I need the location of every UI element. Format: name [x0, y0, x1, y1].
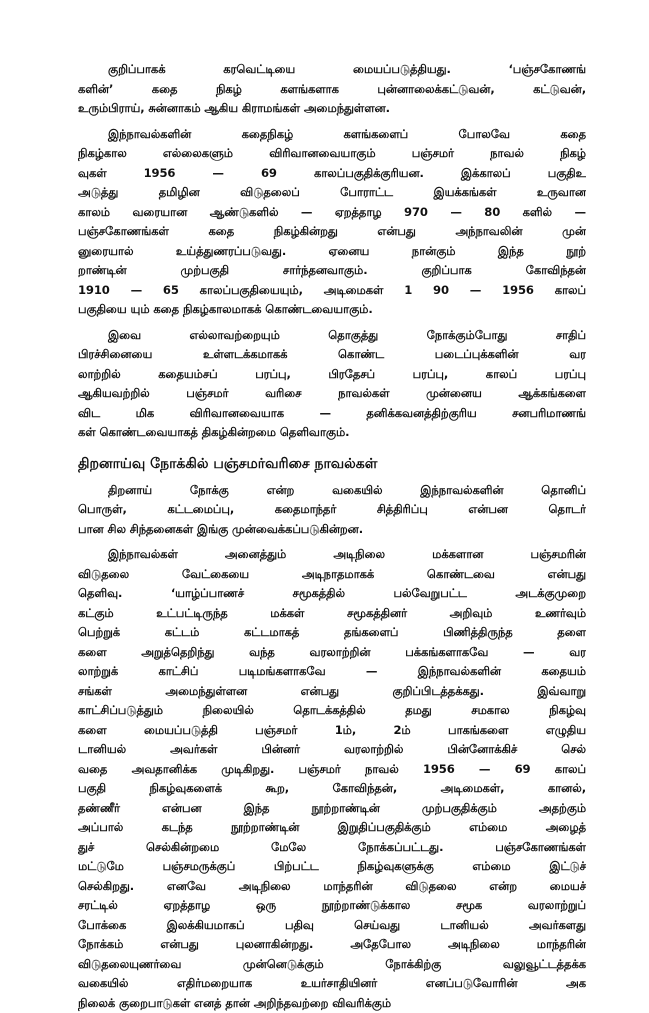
text-line: பான சில சிந்தனைகள் இங்கு முன்வைக்கப்படுகின்றன.: [78, 520, 586, 540]
text-line: பகுதி நிகழ்வுகளைக் கூற, கோவிந்தன், அடிமைகள், கானல்,: [78, 779, 586, 799]
text-line: நிகழ்கால எல்லைகளும் விரிவானவையாகும் பஞ்சமர் நாவல் நிகழ்: [78, 144, 586, 164]
text-line: சங்கள் அமைந்துள்ளன என்பது குறிப்பிடத்தக்கது. இவ்வாறு: [78, 682, 586, 702]
text-line: வுகள் 1956 — 69 காலப்பகுதிக்குரியன. இக்காலப் பகுதிஉ: [78, 164, 586, 184]
text-line: களை அறுத்தெறிந்து வந்த வரலாற்றின் பக்கங்களாகவே — வர: [78, 643, 586, 663]
text-line: இந்நாவல்கள் அனைத்தும் அடிநிலை மக்களான பஞ்சமரின்: [78, 545, 586, 565]
text-line: இவை எல்லாவற்றையும் தொகுத்து நோக்கும்போது சாதிப்: [78, 326, 586, 346]
text-line: விடுதலையுணர்வை முன்னெடுக்கும் நோக்கிற்கு வலுவூட்டத்தக்க: [78, 955, 586, 975]
text-line: லாற்றுக் காட்சிப் படிமங்களாகவே — இந்நாவல்களின் கதையம்: [78, 662, 586, 682]
text-line: 1910 — 65 காலப்பகுதியையும், அடிமைகள் 1 90 — 1956 காலப்: [78, 281, 586, 301]
text-line: னுரையால் உய்த்துணரப்படுவது. ஏனைய நான்கும் இந்த நூற்: [78, 242, 586, 262]
section-heading: திறனாய்வு நோக்கில் பஞ்சமர்வரிசை நாவல்கள்: [78, 453, 586, 475]
paragraph-3: [78, 326, 586, 443]
text-line: குறிப்பாகக் கரவெட்டியை மையப்படுத்தியது. ‘பஞ்சகோணங்: [78, 60, 586, 80]
text-line: இந்நாவல்களின் கதைநிகழ் களங்களைப் போலவே கதை: [78, 125, 586, 145]
text-line: தண்ணீர் என்பன இந்த நூற்றாண்டின் முற்பகுதிக்கும் அதற்கும்: [78, 799, 586, 819]
text-line: கள் கொண்டவையாகத் திகழ்கின்றமை தெளிவாகும்.: [78, 423, 586, 443]
text-line: தெளிவு. ‘யாழ்ப்பாணச் சமூகத்தில் பல்வேறுபட்ட அடக்குமுறை: [78, 584, 586, 604]
text-line: லாற்றில் கதையம்சப் பரப்பு, பிரதேசப் பரப்பு, காலப் பரப்பு: [78, 365, 586, 385]
text-line: காலம் வரையான ஆண்டுகளில் — ஏறத்தாழ 970 — 80 களில் —: [78, 203, 586, 223]
text-line: களின்’ கதை நிகழ் களங்களாக புன்னாலைக்கட்டுவன், கட்டுவன்,: [78, 80, 586, 100]
text-line: பொருள், கட்டமைப்பு, கதைமாந்தர் சித்திரிப்பு என்பன தொடர்: [78, 500, 586, 520]
text-line: காட்சிப்படுத்தும் நிலையில் தொடக்கத்தில் தமது சமகால நிகழ்வு: [78, 701, 586, 721]
text-line: விடுதலை வேட்கையை அடிநாதமாகக் கொண்டவை என்பது: [78, 565, 586, 585]
document-page: [78, 60, 586, 1013]
text-line: பகுதியை யும் கதை நிகழ்காலமாகக் கொண்டவையாகும்.: [78, 300, 586, 320]
text-line: சரட்டில் ஏறத்தாழ ஒரு நூற்றாண்டுக்கால சமூக வரலாற்றுப்: [78, 896, 586, 916]
text-line: நோக்கம் என்பது புலனாகின்றது. அதேபோல அடிநிலை மாந்தரின்: [78, 935, 586, 955]
paragraph-5: [78, 545, 586, 1013]
text-line: திறனாய் நோக்கு என்ற வகையில் இந்நாவல்களின் தொனிப்: [78, 481, 586, 501]
text-line: நிலைக் குறைபாடுகள் எனத் தான் அறிந்தவற்றை விவரிக்கும்: [78, 994, 586, 1013]
paragraph-4: [78, 481, 586, 540]
text-line: மட்டுமே பஞ்சமருக்குப் பிற்பட்ட நிகழ்வுகளுக்கு எம்மை இட்டுச்: [78, 857, 586, 877]
text-line: வகையில் எதிர்மறையாக உயர்சாதியினர் எனப்படுவோரின் அக: [78, 974, 586, 994]
text-line: கட்கும் உட்பட்டிருந்த மக்கள் சமூகத்தினர் அறிவும் உணர்வும்: [78, 604, 586, 624]
text-line: செல்கிறது. எனவே அடிநிலை மாந்தரின் விடுதலை என்ற மையச்: [78, 877, 586, 897]
paragraph-2: [78, 125, 586, 320]
text-line: பிரச்சினையை உள்ளடக்கமாகக் கொண்ட படைப்புக்களின் வர: [78, 345, 586, 365]
text-line: விட மிக விரிவானவையாக — தனிக்கவனத்திற்குரிய சனபரிமாணங்: [78, 404, 586, 424]
text-line: துச் செல்கின்றமை மேலே நோக்கப்பட்டது. பஞ்சகோணங்கள்: [78, 838, 586, 858]
text-line: பஞ்சகோணங்கள் கதை நிகழ்கின்றது என்பது அந்நாவலின் முன்: [78, 222, 586, 242]
text-line: களை மையப்படுத்தி பஞ்சமர் 1ம், 2ம் பாகங்களை எழுதிய: [78, 721, 586, 741]
text-line: பெற்றுக் கட்டம் கட்டமாகத் தங்களைப் பிணித்திருந்த தளை: [78, 623, 586, 643]
text-line: போக்கை இலக்கியமாகப் பதிவு செய்வது டானியல் அவர்களது: [78, 916, 586, 936]
paragraph-1: [78, 60, 586, 119]
paragraph-gap: [78, 443, 586, 453]
text-line: ஆகியவற்றில் பஞ்சமர் வரிசை நாவல்கள் முன்னைய ஆக்கங்களை: [78, 384, 586, 404]
text-line: வதை அவதானிக்க முடிகிறது. பஞ்சமர் நாவல் 1956 — 69 காலப்: [78, 760, 586, 780]
text-line: உரும்பிராய், சுன்னாகம் ஆகிய கிராமங்கள் அமைந்துள்ளன.: [78, 99, 586, 119]
text-line: அப்பால் கடந்த நூற்றாண்டின் இறுதிப்பகுதிக்கும் எம்மை அழைத்: [78, 818, 586, 838]
text-line: அடுத்து தமிழின விடுதலைப் போராட்ட இயக்கங்கள் உருவான: [78, 183, 586, 203]
text-line: டானியல் அவர்கள் பின்னர் வரலாற்றில் பின்னோக்கிச் செல்: [78, 740, 586, 760]
text-line: றாண்டின் முற்பகுதி சார்ந்தனவாகும். குறிப்பாக கோவிந்தன்: [78, 261, 586, 281]
